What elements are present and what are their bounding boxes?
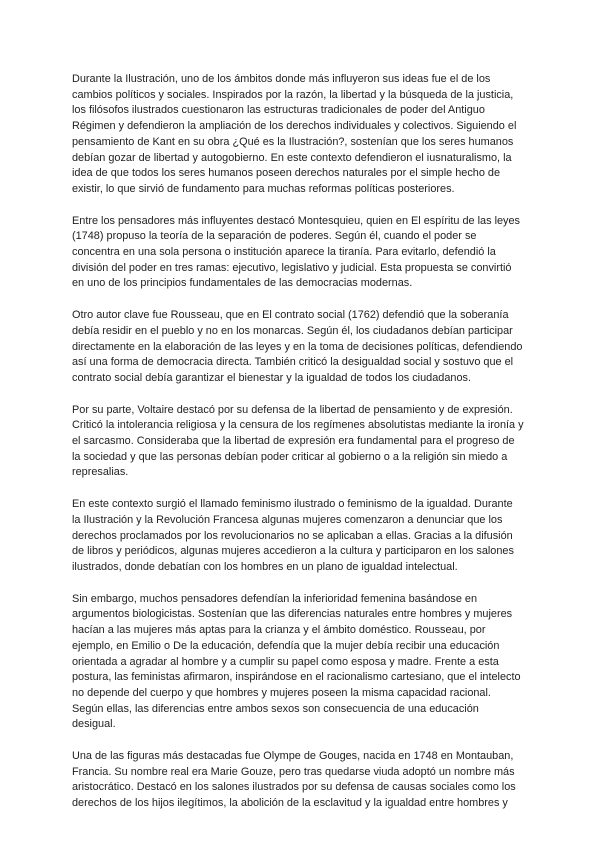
paragraph-ilustracion-cambios-politicos: Durante la Ilustración, uno de los ámbitos donde más influyeron sus ideas fue el de los cambios políticos y sociales. Inspirados por la razón, la libertad y la búsqueda de la justicia, los filósofos ilustrados cuestionaron las estructuras tradicionales de poder del Antiguo Régimen y defendieron la ampliación de los derechos individuales y colectivos. Siguiendo el pensamiento de Kant en su obra ¿Qué es la Ilustración?, sostenían que los seres humanos debían gozar de libertad y autogobierno. En este contexto defendieron el iusnaturalismo, la idea de que todos los seres humanos poseen derechos naturales por el simple hecho de existir, lo que sirvió de fundamento para muchas reformas políticas posteriores. — [72, 73, 517, 195]
paragraph-inferioridad-femenina: Sin embargo, muchos pensadores defendían la inferioridad femenina basándose en argumentos biologicistas. Sostenían que las diferencias naturales entre hombres y mujeres hacían a las mujeres más aptas para la crianza y el ámbito doméstico. Rousseau, por ejemplo, en Emilio o De la educación, defendía que la mujer debía recibir una educación orientada a agradar al hombre y a cumplir su papel como esposa y madre. Frente a esta postura, las feministas afirmaron, inspirándose en el racionalismo cartesiano, que el intelecto no depende del cuerpo y que hombres y mujeres poseen la misma capacidad racional. Según ellas, las diferencias entre ambos sexos son consecuencia de una educación desigual. — [72, 592, 521, 731]
document-body — [72, 72, 524, 828]
paragraph-olympe-de-gouges: Una de las figuras más destacadas fue Olympe de Gouges, nacida en 1748 en Montauban, Francia. Su nombre real era Marie Gouze, pero tras quedarse viuda adoptó un nombre más aristocrático. Destacó en los salones ilustrados por su defensa de causas sociales como los derechos de los hijos ilegítimos, la abolición de la esclavitud y la igualdad entre hombres y — [72, 750, 516, 810]
paragraph-rousseau: Otro autor clave fue Rousseau, que en El contrato social (1762) defendió que la soberanía debía residir en el pueblo y no en los monarcas. Según él, los ciudadanos debían participar directamente en la elaboración de las leyes y en la toma de decisiones políticas, defendiendo así una forma de democracia directa. También criticó la desigualdad social y sostuvo que el contrato social debía garantizar el bienestar y la igualdad de todos los ciudadanos. — [72, 309, 523, 384]
paragraph-voltaire: Por su parte, Voltaire destacó por su defensa de la libertad de pensamiento y de expresión. Criticó la intolerancia religiosa y la censura de los regímenes absolutistas mediante la ironía y el sarcasmo. Consideraba que la libertad de expresión era fundamental para el progreso de la sociedad y que las personas debían poder criticar al gobierno o a la religión sin miedo a represalias. — [72, 403, 524, 479]
paragraph-feminismo-ilustrado: En este contexto surgió el llamado feminismo ilustrado o feminismo de la igualdad. Durante la Ilustración y la Revolución Francesa algunas mujeres comenzaron a denunciar que los derechos proclamados por los revolucionarios no se aplicaban a ellas. Gracias a la difusión de libros y periódicos, algunas mujeres accedieron a la cultura y participaron en los salones ilustrados, donde debatían con los hombres en un plano de igualdad intelectual. — [72, 498, 514, 573]
paragraph-montesquieu: Entre los pensadores más influyentes destacó Montesquieu, quien en El espíritu de las leyes (1748) propuso la teoría de la separación de poderes. Según él, cuando el poder se concentra en una sola persona o institución aparece la tiranía. Para evitarlo, defendió la división del poder en tres ramas: ejecutivo, legislativo y judicial. Esta propuesta se convirtió en uno de los principios fundamentales de las democracias modernas. — [72, 214, 520, 290]
